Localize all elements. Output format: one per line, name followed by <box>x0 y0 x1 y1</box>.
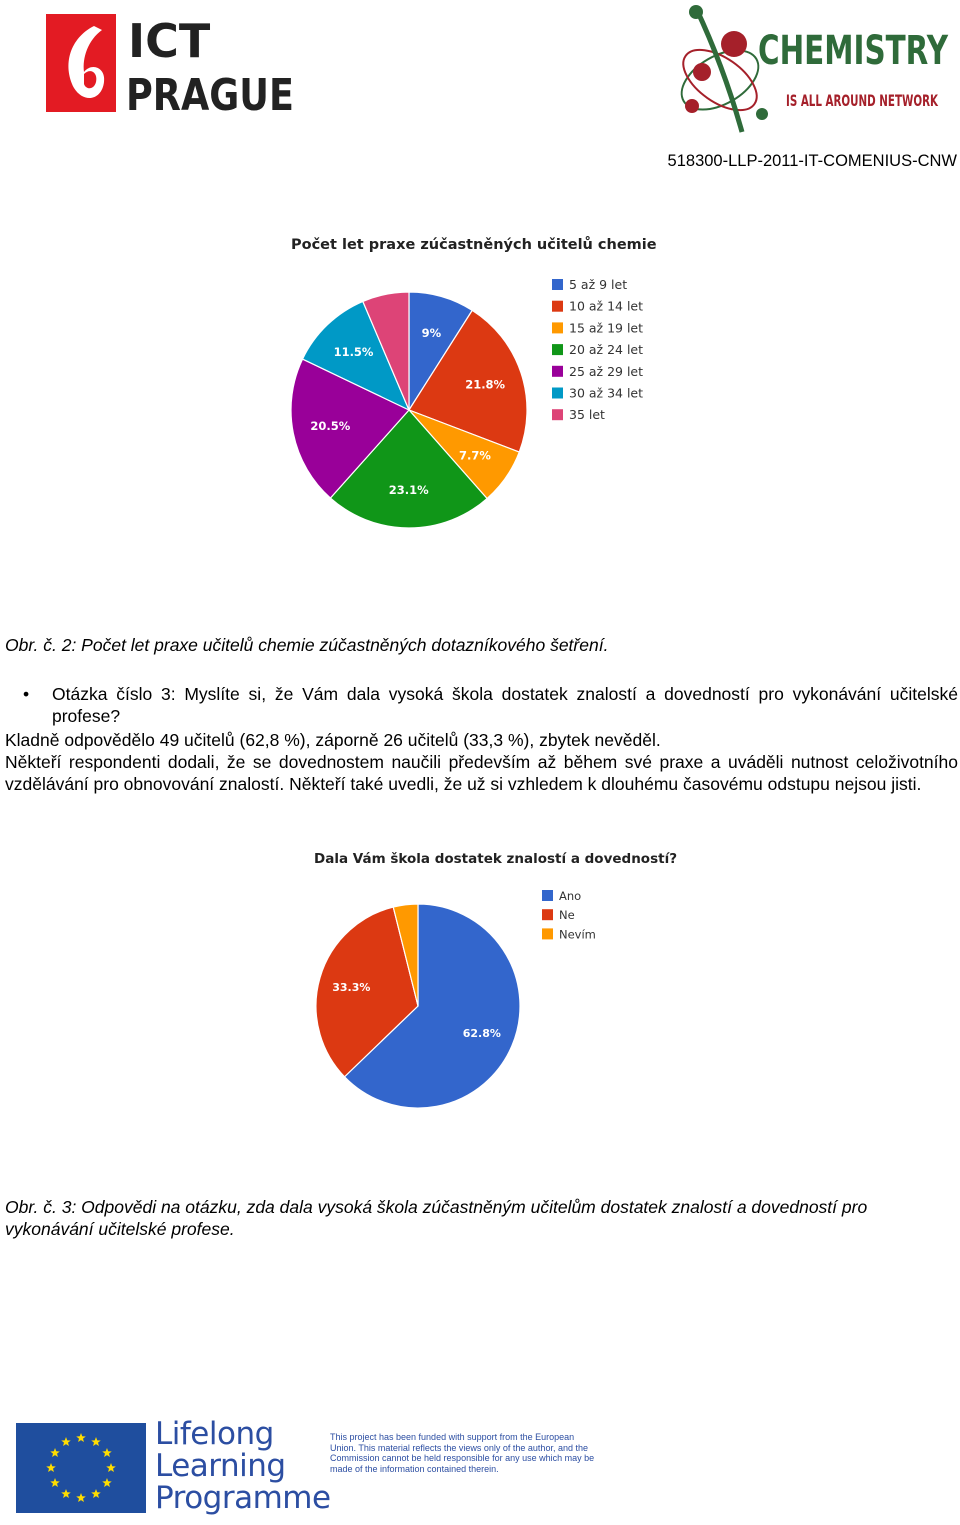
ict-logo-line1: ICT <box>128 14 211 68</box>
chemistry-network-logo <box>672 2 952 140</box>
chart1-data-label-5: 11.5% <box>333 345 374 360</box>
question-item <box>5 683 958 727</box>
chart2-legend <box>542 889 596 941</box>
chart2-legend-label-2: Nevím <box>559 927 596 942</box>
chart1-legend-swatch-1 <box>552 301 563 312</box>
eu-disclaimer: This project has been funded with support from the European Union. This material reflects the views only of the author, and the Commission cannot be held responsible for any use which may be made of the information contained therein. <box>330 1432 595 1474</box>
question-text: Otázka číslo 3: Myslíte si, že Vám dala vysoká škola dostatek znalostí a dovedností pro vykonávání učitelské profese? <box>52 684 958 726</box>
chart-school-knowledge-svg <box>300 840 678 1120</box>
chart2-legend-swatch-0 <box>542 890 553 901</box>
chart1-legend-swatch-2 <box>552 322 563 333</box>
chart2-data-label-1: 33.3% <box>332 980 371 994</box>
chart1-legend-label-2: 15 až 19 let <box>569 320 644 336</box>
lifelong-learning-programme-logo <box>155 1416 331 1516</box>
answer-summary: Kladně odpovědělo 49 učitelů (62,8 %), záporně 26 učitelů (33,3 %), zbytek nevěděl. <box>5 730 661 750</box>
project-code: 518300-LLP-2011-IT-COMENIUS-CNW <box>667 152 957 170</box>
chart2-legend-swatch-1 <box>542 909 553 920</box>
chart2-data-label-0: 62.8% <box>462 1027 501 1041</box>
chart1-legend-label-5: 30 až 34 let <box>569 385 644 401</box>
figure-caption-3: Obr. č. 3: Odpovědi na otázku, zda dala vysoká škola zúčastněným učitelům dostatek znalostí a dovedností pro vykonávání učitelské profese. <box>5 1197 868 1239</box>
chart2-legend-label-0: Ano <box>559 889 582 903</box>
chart1-legend-swatch-5 <box>552 388 563 399</box>
chart-school-knowledge <box>300 840 678 1120</box>
chart1-data-label-0: 9% <box>421 325 442 340</box>
ict-prague-logo <box>44 10 304 120</box>
chart2-title: Dala Vám škola dostatek znalostí a dovedností? <box>314 851 678 867</box>
chart1-data-label-1: 21.8% <box>465 377 506 392</box>
chart1-legend-label-1: 10 až 14 let <box>569 298 644 314</box>
respondent-comment: Někteří respondenti dodali, že se dovednostem naučili především až během své praxe a uváděli nutnost celoživotního vzdělávání pro obnovování znalostí. Někteří také uvedli, že už si vzhledem k dlouhému časovému odstupu nejsou jisti. <box>5 752 958 794</box>
chart2-pie <box>316 904 520 1108</box>
chart1-legend-swatch-3 <box>552 344 563 355</box>
chart1-legend-swatch-4 <box>552 366 563 377</box>
chart-teaching-experience-svg <box>275 225 675 545</box>
chem-logo-line2: IS ALL AROUND NETWORK <box>786 91 939 110</box>
llp-line-2: Learning <box>155 1448 286 1484</box>
chart1-data-label-4: 20.5% <box>310 418 351 433</box>
chart2-legend-label-1: Ne <box>559 908 575 923</box>
chart1-data-label-2: 7.7% <box>458 448 491 463</box>
eu-flag-logo <box>16 1423 146 1513</box>
chart2-legend-swatch-2 <box>542 928 553 939</box>
ict-logo-line2: PRAGUE <box>126 70 294 121</box>
chart1-legend-label-4: 25 až 29 let <box>569 363 644 379</box>
chart1-legend-label-6: 35 let <box>569 407 605 423</box>
chart1-data-label-3: 23.1% <box>388 483 429 498</box>
chart1-legend-swatch-0 <box>552 279 563 290</box>
chart1-legend-label-0: 5 až 9 let <box>569 277 628 292</box>
figure-caption-2: Obr. č. 2: Počet let praxe učitelů chemie zúčastněných dotazníkového šetření. <box>5 635 609 655</box>
chart1-legend-label-3: 20 až 24 let <box>569 342 644 358</box>
chart1-pie <box>291 292 527 528</box>
answer-paragraph <box>5 729 958 795</box>
chart1-title: Počet let praxe zúčastněných učitelů chemie <box>291 237 657 253</box>
llp-line-1: Lifelong <box>155 1416 274 1452</box>
bullet-dot: • <box>23 684 30 704</box>
llp-line-3: Programme <box>155 1480 331 1516</box>
chart1-legend-swatch-6 <box>552 409 563 420</box>
chart1-legend <box>552 277 643 422</box>
chart-teaching-experience <box>275 225 675 545</box>
chem-logo-line1: CHEMISTRY <box>758 28 949 74</box>
